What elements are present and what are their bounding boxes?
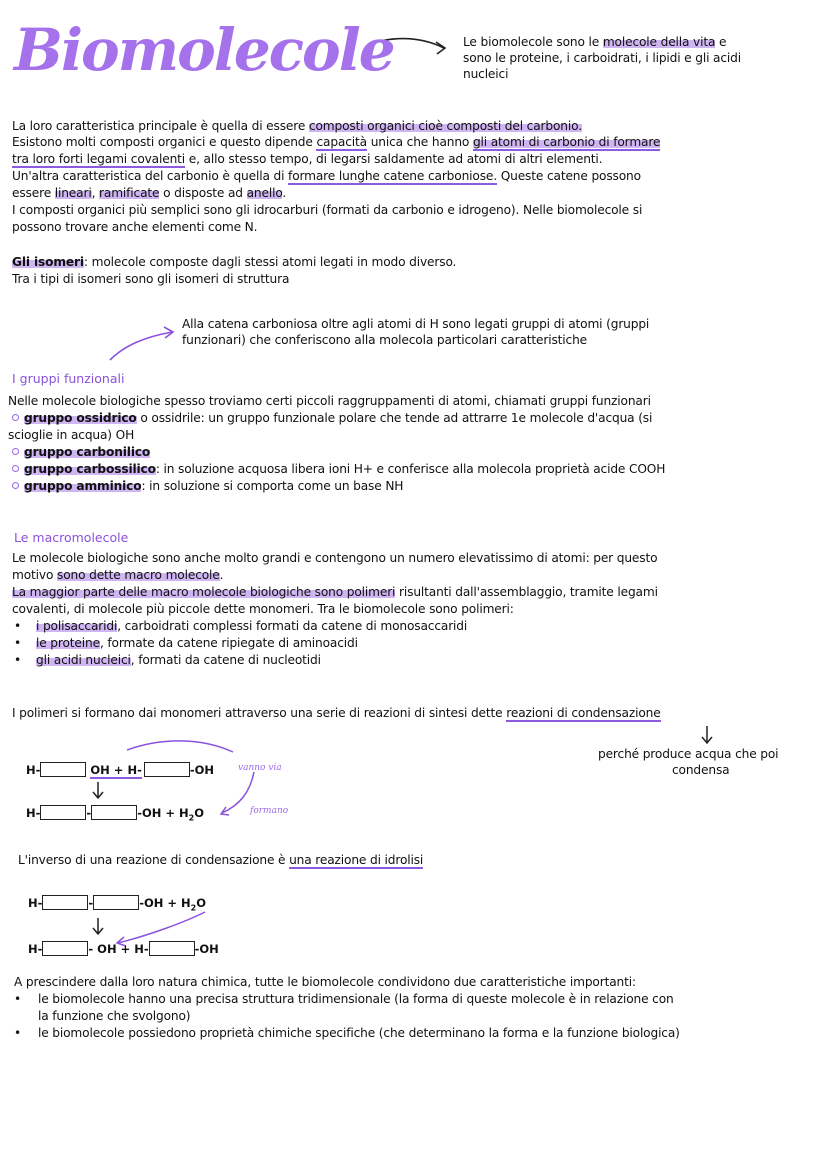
condensation-equation-1: H- OH + H- -OH (26, 763, 215, 777)
monomer-box (144, 762, 190, 777)
eq-curve-1 (127, 741, 233, 752)
condensation-down-arrow (702, 726, 712, 743)
final-bullet-2: • le biomolecole possiedono proprietà chimiche specifiche (che determinano la forma e la funzione biologica) (14, 1026, 680, 1040)
bullet-icon (12, 414, 19, 421)
p1-line-4: Un'altra caratteristica del carbonio è quella di formare lunghe catene carboniose. Queste catene possono (12, 169, 641, 183)
intro-line-3: nucleici (463, 67, 509, 81)
functional-groups-heading: I gruppi funzionali (12, 371, 125, 386)
fg-item-1: gruppo ossidrico o ossidrile: un gruppo funzionale polare che tende ad attrarre 1e molecole d'acqua (si (12, 410, 652, 427)
hydrolysis-equation-1: $H- - -OH + H_2O$ (28, 896, 206, 913)
bullet-icon (12, 465, 19, 472)
hydrolysis-equation-2: H- - OH + H- -OH (28, 942, 219, 956)
final-line-1: A prescindere dalla loro natura chimica, tutte le biomolecole condividono due caratteristiche importanti: (14, 975, 636, 989)
note-vanno-via: vanno via (238, 763, 282, 773)
condensation-side-1: perché produce acqua che poi (598, 747, 779, 761)
monomer-box (42, 941, 88, 956)
monomer-box (91, 805, 137, 820)
fg-item-3: gruppo carbossilico: in soluzione acquosa libera ioni H+ e conferisce alla molecola proprietà acide COOH (12, 461, 665, 478)
macro-line-4: covalenti, di molecole più piccole dette monomeri. Tra le biomolecole sono polimeri: (12, 602, 514, 616)
isomers-line-1: Gli isomeri: molecole composte dagli stessi atomi legati in modo diverso. (12, 255, 457, 269)
intro-line-2: sono le proteine, i carboidrati, i lipidi e gli acidi (463, 51, 741, 65)
macro-line-2: motivo sono dette macro molecole. (12, 568, 224, 582)
final-bullet-1-cont: la funzione che svolgono) (38, 1009, 191, 1023)
monomer-box (40, 762, 86, 777)
monomer-box (93, 895, 139, 910)
arrow-note-line-1: Alla catena carboniosa oltre agli atomi di H sono legati gruppi di atomi (gruppi (182, 317, 650, 331)
p1-line-6: I composti organici più semplici sono gli idrocarburi (formati da carbonio e idrogeno). Nelle biomolecole si (12, 203, 643, 217)
hydrolysis-line-1: L'inverso di una reazione di condensazione è una reazione di idrolisi (18, 853, 424, 867)
eq-arrow-2 (93, 918, 103, 934)
macro-line-3: La maggior parte delle macro molecole biologiche sono polimeri risultanti dall'assemblaggio, tramite legami (12, 585, 658, 599)
intro-line-1: Le biomolecole sono le molecole della vita e (463, 35, 727, 49)
macro-bullet-1: • i polisaccaridi, carboidrati complessi formati da catene di monosaccaridi (14, 619, 468, 633)
p1-line-7: possono trovare anche elementi come N. (12, 220, 258, 234)
macromolecules-heading: Le macromolecole (14, 530, 129, 545)
p1-line-2: Esistono molti composti organici e questo dipende capacità unica che hanno gli atomi di carbonio di formare (12, 135, 661, 149)
p1-line-3: tra loro forti legami covalenti e, allo stesso tempo, di legarsi saldamente ad atomi di altri elementi. (12, 152, 603, 166)
macro-bullet-2: • le proteine, formate da catene ripiegate di aminoacidi (14, 636, 358, 650)
hydrolysis-curve (118, 912, 205, 943)
p1-line-5: essere lineari, ramificate o disposte ad anello. (12, 186, 287, 200)
bullet-icon (12, 482, 19, 489)
condensation-equation-2: $H- - -OH + H_2O$ (26, 806, 204, 823)
condensation-side-2: condensa (672, 763, 730, 777)
isomers-line-2: Tra i tipi di isomeri sono gli isomeri di struttura (12, 272, 290, 286)
note-formano: formano (250, 806, 289, 816)
fg-item-1-cont: scioglie in acqua) OH (8, 428, 135, 442)
title-arrow-head (436, 42, 445, 54)
macro-bullet-3: • gli acidi nucleici, formati da catene di nucleotidi (14, 653, 321, 667)
monomer-box (42, 895, 88, 910)
arrow-note-line-2: funzionari) che conferiscono alla molecola particolari caratteristiche (182, 333, 588, 347)
fg-item-2: gruppo carbonilico (12, 444, 150, 461)
macro-line-1: Le molecole biologiche sono anche molto grandi e contengono un numero elevatissimo di atomi: per questo (12, 551, 658, 565)
p1-line-1: La loro caratteristica principale è quella di essere composti organici cioè composti del carbonio. (12, 119, 582, 133)
final-bullet-1: • le biomolecole hanno una precisa struttura tridimensionale (la forma di queste molecole è in relazione con (14, 992, 674, 1006)
fg-item-4: gruppo amminico: in soluzione si comporta come un base NH (12, 478, 403, 495)
functional-groups-intro: Nelle molecole biologiche spesso troviamo certi piccoli raggruppamenti di atomi, chiamati gruppi funzionari (8, 394, 651, 408)
eq-arrow-1 (93, 782, 103, 798)
monomer-box (149, 941, 195, 956)
condensation-line-1: I polimeri si formano dai monomeri attraverso una serie di reazioni di sintesi dette reazioni di condensazione (12, 706, 661, 720)
functional-arrow (110, 332, 172, 360)
monomer-box (40, 805, 86, 820)
bullet-icon (12, 448, 19, 455)
page-title: Biomolecole (14, 16, 394, 84)
